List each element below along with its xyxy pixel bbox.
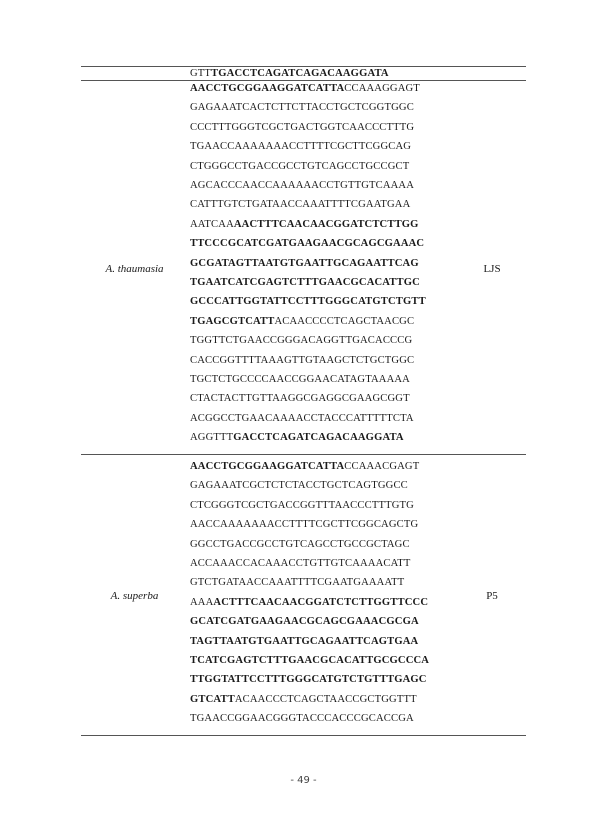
sequence-line-superba bbox=[190, 713, 414, 725]
sequence-line-superba bbox=[190, 558, 411, 570]
sequence-line-superba bbox=[190, 480, 408, 492]
sequence-segment: CTACTACTTGTTAAGGCGAGGCGAAGCGGT bbox=[190, 393, 410, 405]
sequence-line-thaumasia bbox=[190, 180, 414, 192]
sequence-line-superba bbox=[190, 655, 429, 667]
sequence-line-superba bbox=[190, 461, 419, 473]
sequence-line-thaumasia bbox=[190, 238, 424, 250]
sequence-segment: ACCAAACCACAAACCTGTTGTCAAAACATT bbox=[190, 558, 411, 569]
sequence-segment: GGCCTGACCGCCTGTCAGCCTGCCGCTAGC bbox=[190, 538, 410, 550]
sequence-segment: CACCGGTTTTAAAGTTGTAAGCTCTGCTGGC bbox=[190, 354, 415, 366]
sequence-segment: CCAAACGAGT bbox=[344, 461, 420, 472]
strain-code-1: LJS bbox=[483, 263, 501, 275]
sequence-line-thaumasia bbox=[190, 219, 419, 231]
sequence-line-thaumasia bbox=[190, 122, 414, 134]
table-top-rule bbox=[81, 66, 526, 67]
row-divider-top bbox=[81, 80, 526, 81]
row-divider-middle bbox=[81, 454, 526, 455]
sequence-line-superba bbox=[190, 636, 418, 648]
sequence-line-thaumasia bbox=[190, 335, 412, 347]
sequence-line-thaumasia bbox=[190, 102, 414, 114]
sequence-line-superba bbox=[190, 577, 404, 589]
primer-segment: TCATCGAGTCTTTGAACGCACATTGCGCCCA bbox=[190, 655, 430, 666]
primer-segment: ACTTTCAACAACGGATCTCTTGGTTCCC bbox=[213, 596, 429, 608]
primer-segment: GCATCGATGAAGAACGCAGCGAAACGCGA bbox=[190, 616, 419, 628]
table-bottom-rule bbox=[81, 735, 526, 736]
sequence-segment: CTCGGGTCGCTGACCGGTTTAACCCTTTGTG bbox=[190, 499, 414, 511]
sequence-line-thaumasia bbox=[190, 413, 414, 425]
species-name-1: A. thaumasia bbox=[105, 263, 164, 275]
sequence-segment: GAGAAATCACTCTTCTTACCTGCTCGGTGGC bbox=[190, 102, 414, 114]
sequence-line-thaumasia bbox=[190, 432, 404, 444]
sequence-line-thaumasia bbox=[190, 199, 410, 211]
sequence-segment: CTGGGCCTGACCGCCTGTCAGCCTGCCGCT bbox=[190, 160, 410, 172]
sequence-segment: TGCTCTGCCCCAACCGGAACATAGTAAAAA bbox=[190, 374, 410, 385]
primer-segment: GCGATAGTTAATGTGAATTGCAGAATTCAG bbox=[190, 257, 419, 269]
primer-segment: GACCTCAGATCAGACAAGGATA bbox=[233, 432, 404, 444]
sequence-line-thaumasia bbox=[190, 355, 414, 367]
sequence-segment: ACAACCCTCAGCTAACCGCTGGTTT bbox=[234, 693, 417, 705]
sequence-line-superba bbox=[190, 500, 414, 512]
sequence-segment: TGGTTCTGAACCGGGACAGGTTGACACCCG bbox=[190, 335, 413, 347]
sequence-line-superba bbox=[190, 616, 419, 628]
primer-segment: TTCCCGCATCGATGAAGAACGCAGCGAAAC bbox=[190, 238, 425, 250]
species-name-2: A. superba bbox=[110, 590, 159, 602]
sequence-segment: AAA bbox=[190, 596, 214, 608]
sequence-segment: CATTTGTCTGATAACCAAATTTTCGAATGAA bbox=[190, 199, 411, 211]
sequence-line-thaumasia bbox=[190, 161, 409, 173]
sequence-line-thaumasia bbox=[190, 83, 420, 95]
sequence-line-superba bbox=[190, 539, 410, 551]
primer-segment: GTCATT bbox=[190, 693, 235, 705]
sequence-line-superba bbox=[190, 694, 417, 706]
sequence-segment: GTT bbox=[190, 68, 212, 79]
primer-segment: AACCTGCGGAAGGATCATTA bbox=[190, 83, 345, 94]
sequence-segment: AACCAAAAAAACCTTTTCGCTTCGGCAGCTG bbox=[190, 519, 419, 531]
strain-code-2: P5 bbox=[486, 590, 498, 602]
sequence-line-superba bbox=[190, 597, 428, 609]
primer-segment: TTGGTATTCCTTTGGGCATGTCTGTTTGAGC bbox=[190, 674, 427, 686]
primer-segment: TGAGCGTCATT bbox=[190, 315, 275, 327]
sequence-line-thaumasia bbox=[190, 258, 419, 270]
sequence-line-top-row bbox=[190, 68, 389, 80]
sequence-segment: ACGGCCTGAACAAAACCTACCCATTTTTCTA bbox=[190, 412, 414, 424]
sequence-line-thaumasia bbox=[190, 393, 410, 405]
primer-segment: GCCCATTGGTATTCCTTTGGGCATGTCTGTT bbox=[190, 296, 426, 308]
sequence-segment: AGCACCCAACCAAAAAACCTGTTGTCAAAA bbox=[190, 180, 415, 191]
sequence-line-thaumasia bbox=[190, 296, 426, 308]
primer-segment: TGACCTCAGATCAGACAAGGATA bbox=[211, 68, 389, 79]
sequence-segment: CCAAAGGAGT bbox=[344, 83, 420, 94]
sequence-segment: TGAACCGGAACGGGTACCCACCCGCACCGA bbox=[190, 713, 414, 725]
sequence-line-thaumasia bbox=[190, 374, 410, 386]
primer-segment: TAGTTAATGTGAATTGCAGAATTCAGTGAA bbox=[190, 635, 419, 647]
sequence-segment: GAGAAATCGCTCTCTACCTGCTCAGTGGCC bbox=[190, 480, 408, 492]
sequence-line-superba bbox=[190, 519, 418, 531]
sequence-line-thaumasia bbox=[190, 277, 420, 289]
sequence-line-superba bbox=[190, 674, 427, 686]
sequence-segment: AATCAA bbox=[190, 218, 234, 230]
primer-segment: AACTTTCAACAACGGATCTCTTGG bbox=[233, 218, 419, 230]
sequence-line-thaumasia bbox=[190, 316, 414, 328]
sequence-segment: GTCTGATAACCAAATTTTCGAATGAAAATT bbox=[190, 577, 405, 589]
sequence-line-thaumasia bbox=[190, 141, 411, 153]
sequence-segment: CCCTTTGGGTCGCTGACTGGTCAACCCTTTG bbox=[190, 121, 415, 133]
primer-segment: TGAATCATCGAGTCTTTGAACGCACATTGC bbox=[190, 277, 420, 288]
page-number: - 49 - bbox=[290, 775, 317, 786]
primer-segment: AACCTGCGGAAGGATCATTA bbox=[190, 461, 345, 472]
sequence-segment: AGGTTT bbox=[190, 432, 234, 444]
sequence-segment: TGAACCAAAAAAACCTTTTCGCTTCGGCAG bbox=[190, 141, 412, 153]
sequence-segment: ACAACCCCTCAGCTAACGC bbox=[274, 315, 415, 327]
